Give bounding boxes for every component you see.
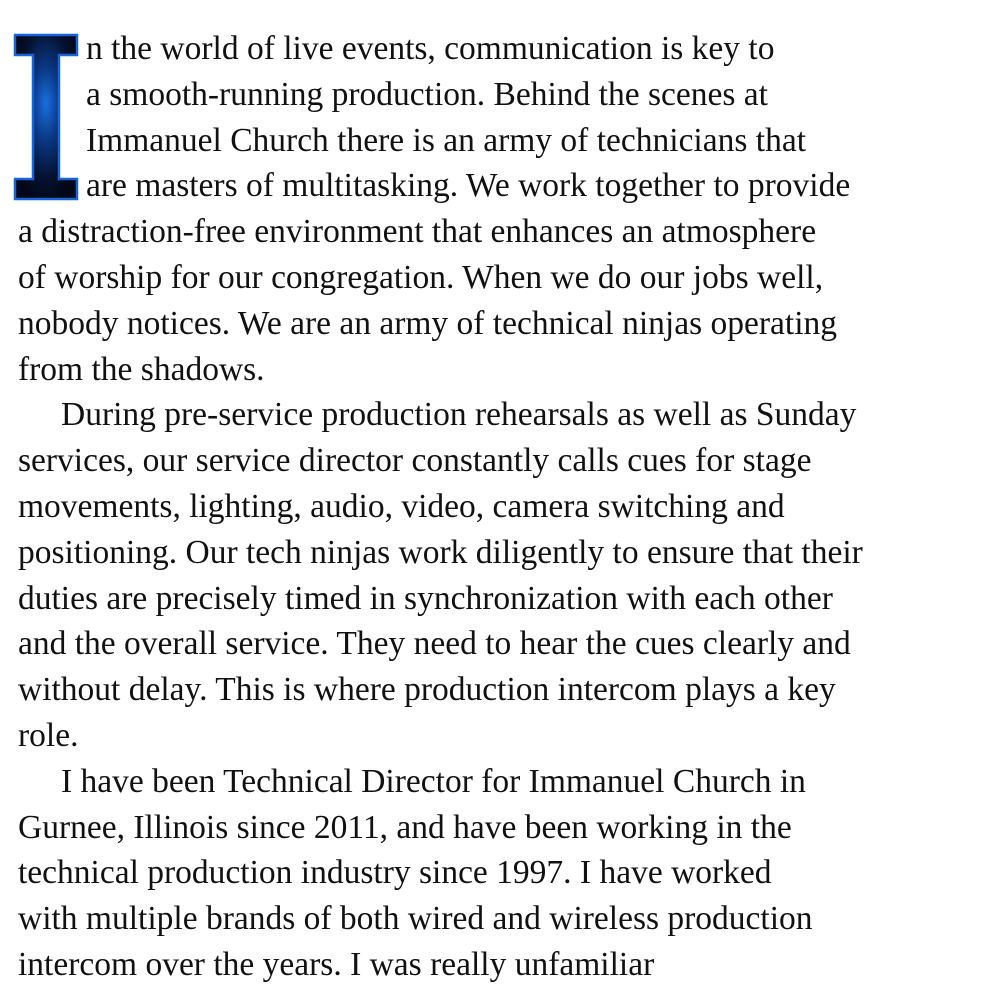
dropcap-letter-i: [13, 33, 79, 201]
dropcap-graphic: [13, 33, 79, 201]
text-line: Immanuel Church there is an army of technicians that: [86, 121, 807, 159]
text-line: duties are precisely timed in synchronization with each other: [18, 579, 833, 617]
paragraph-1: [18, 26, 978, 392]
text-line: are masters of multitasking. We work together to provide: [86, 167, 851, 205]
text-line: During pre-service production rehearsals as well as Sunday: [61, 396, 857, 434]
text-line: movements, lighting, audio, video, camera switching and: [18, 487, 785, 525]
text-line: nobody notices. We are an army of technical ninjas operating: [18, 304, 838, 342]
text-line: a distraction-free environment that enhances an atmosphere: [18, 213, 817, 251]
text-line: without delay. This is where production intercom plays a key: [18, 671, 836, 709]
text-line: intercom over the years. I was really unfamiliar: [18, 945, 655, 983]
text-line: services, our service director constantly calls cues for stage: [18, 442, 812, 480]
text-line: of worship for our congregation. When we do our jobs well,: [18, 258, 824, 296]
text-line: from the shadows.: [18, 350, 265, 388]
text-line: n the world of live events, communication is key to: [86, 30, 775, 67]
paragraph-2: [18, 392, 978, 758]
text-line: and the overall service. They need to hear the cues clearly and: [18, 625, 851, 663]
paragraph-3: [18, 759, 978, 988]
text-line: with multiple brands of both wired and wireless production: [18, 900, 813, 938]
text-line: positioning. Our tech ninjas work diligently to ensure that their: [18, 533, 863, 571]
article-body: [18, 26, 978, 988]
text-line: technical production industry since 1997. I have worked: [18, 854, 772, 892]
text-line: role.: [18, 716, 79, 754]
text-line: a smooth-running production. Behind the scenes at: [86, 75, 768, 113]
text-line: Gurnee, Illinois since 2011, and have been working in the: [18, 808, 792, 846]
text-line: I have been Technical Director for Immanuel Church in: [61, 762, 806, 800]
